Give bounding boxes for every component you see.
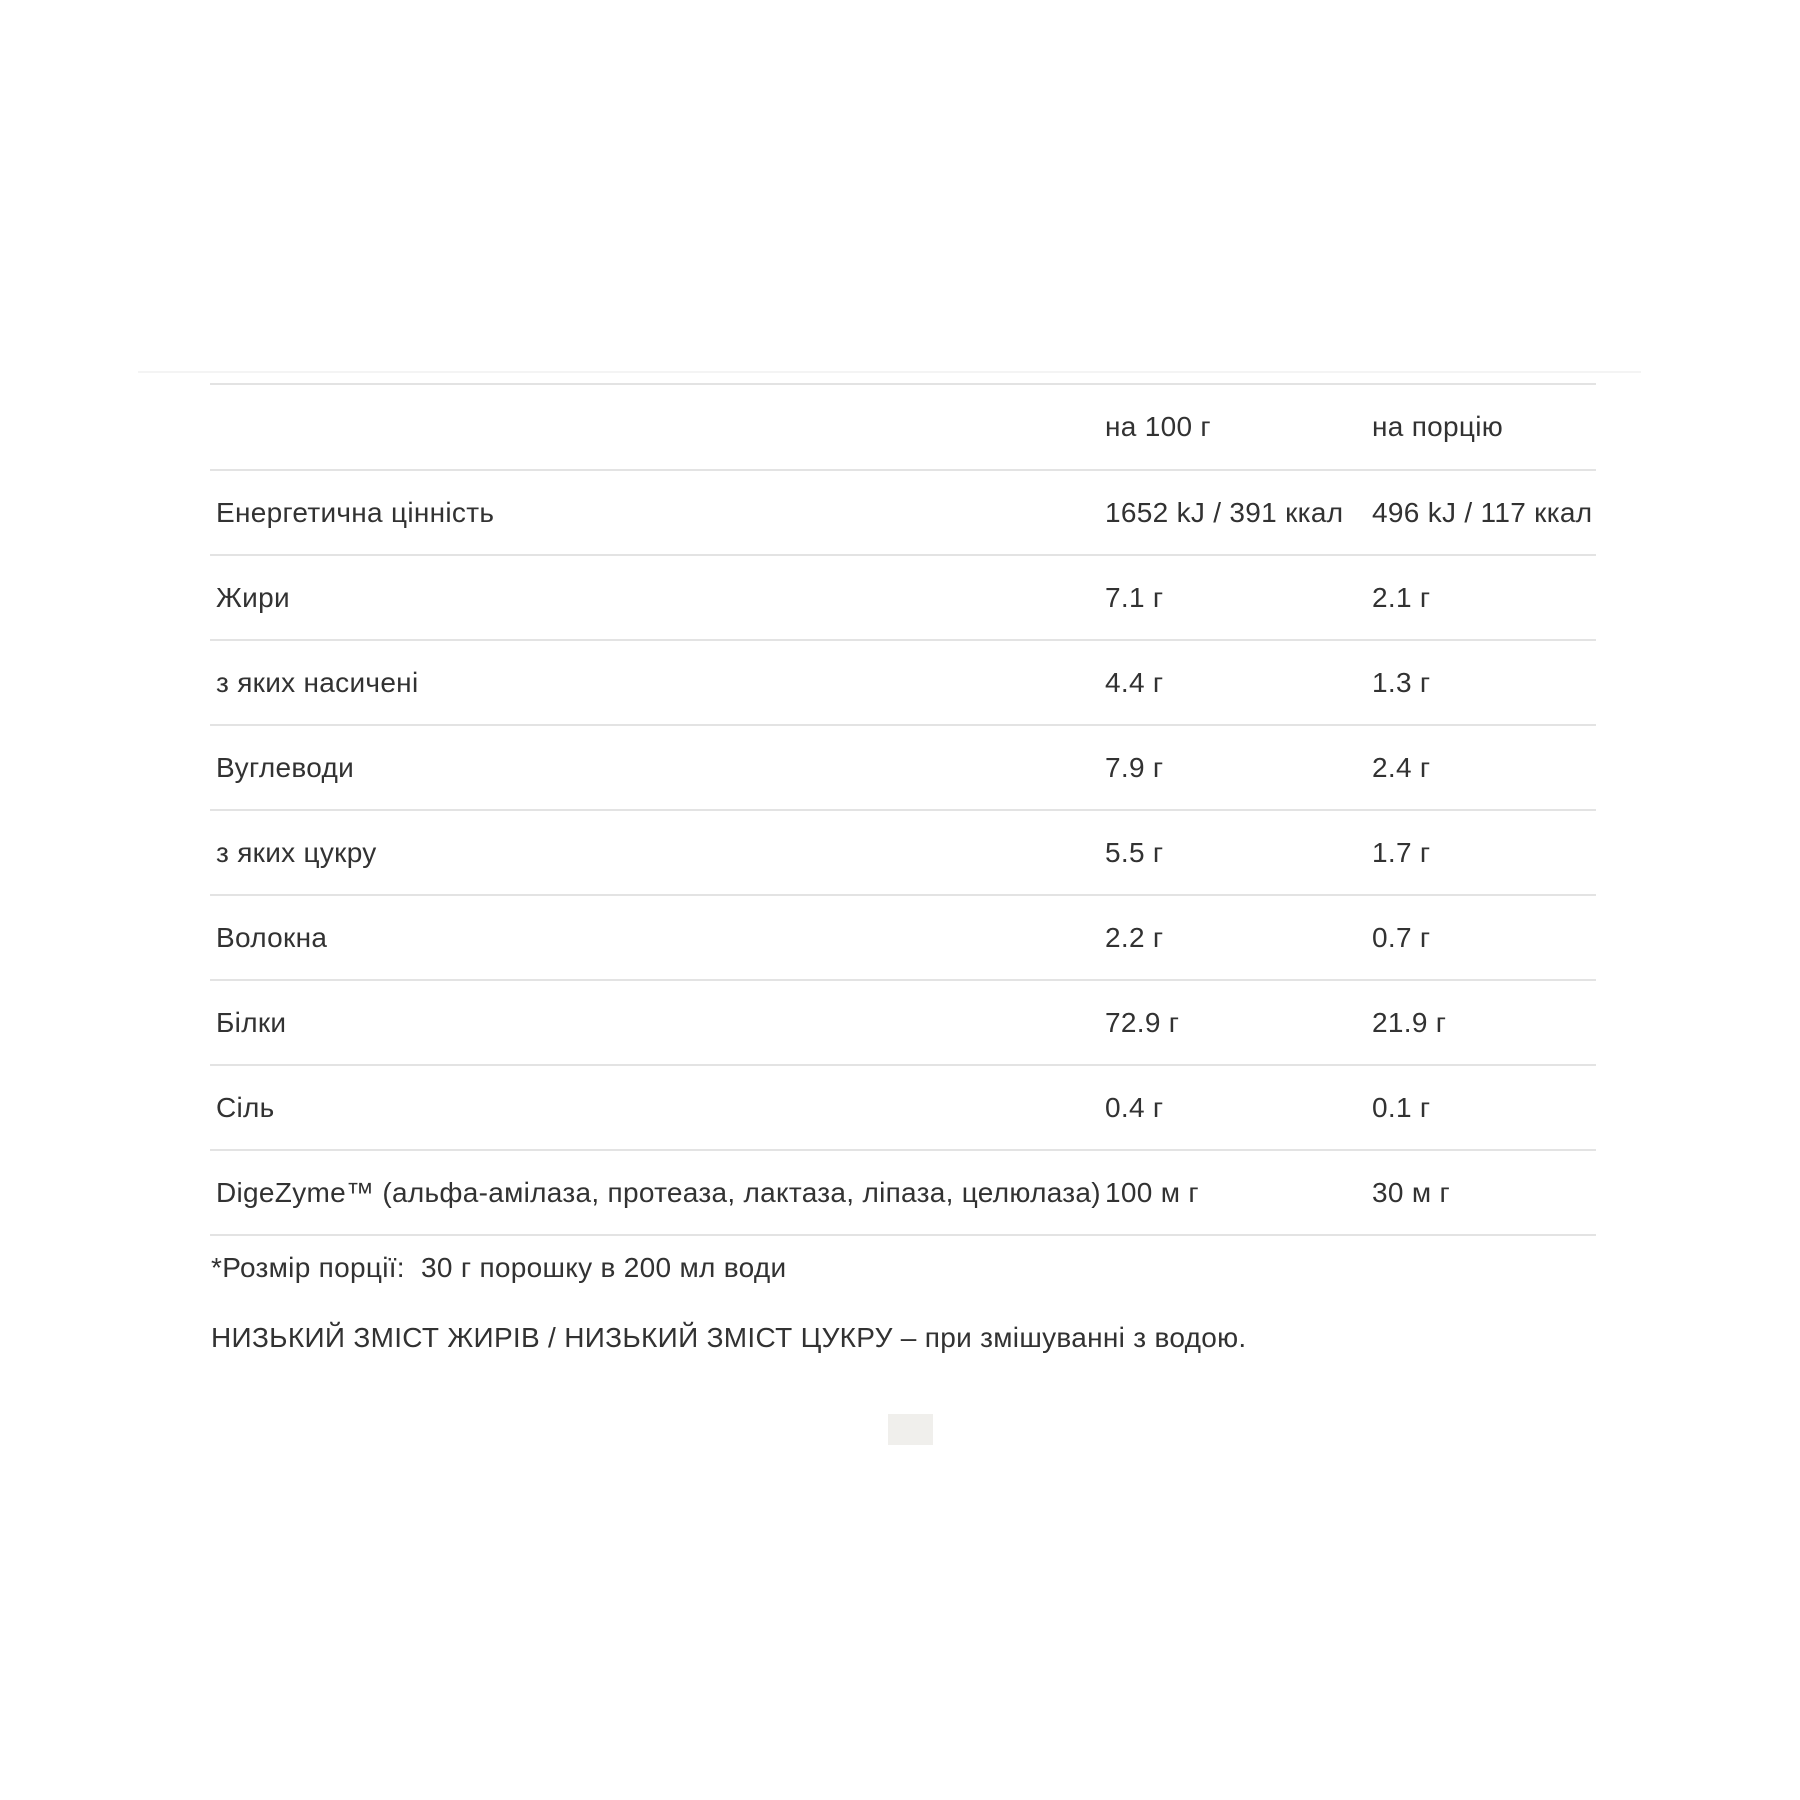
table-row-salt <box>210 1066 1596 1151</box>
nutrient-label: Вуглеводи <box>216 751 355 783</box>
nutrient-label: Сіль <box>216 1091 275 1123</box>
table-row-fat <box>210 556 1596 641</box>
nutrition-facts-table <box>210 383 1596 1236</box>
nutrient-label: Волокна <box>216 921 328 953</box>
table-row-energy <box>210 471 1596 556</box>
low-fat-low-sugar-claim: НИЗЬКИЙ ЗМІСТ ЖИРІВ / НИЗЬКИЙ ЗМІСТ ЦУКРУ – при змішуванні з водою. <box>211 1322 1247 1353</box>
value-per-serving: 2.1 г <box>1372 581 1431 613</box>
value-per-100g: 7.1 г <box>1105 581 1164 613</box>
value-per-serving: 21.9 г <box>1372 1006 1447 1038</box>
column-header-per-serving: на порцію <box>1372 411 1504 442</box>
table-row-digezyme <box>210 1151 1596 1236</box>
table-row-protein <box>210 981 1596 1066</box>
serving-size-note: *Розмір порції: 30 г порошку в 200 мл води <box>211 1252 787 1283</box>
value-per-serving: 2.4 г <box>1372 751 1431 783</box>
table-row-sugars <box>210 811 1596 896</box>
value-per-100g: 100 м г <box>1105 1176 1199 1208</box>
value-per-100g: 7.9 г <box>1105 751 1164 783</box>
value-per-serving: 496 kJ / 117 ккал <box>1372 496 1593 528</box>
nutrient-label: Жири <box>216 581 290 613</box>
value-per-100g: 5.5 г <box>1105 836 1164 868</box>
nutrient-label: з яких насичені <box>216 666 419 698</box>
nutrient-label: Енергетична цінність <box>216 496 495 528</box>
column-header-per-100g: на 100 г <box>1105 411 1211 442</box>
value-per-100g: 0.4 г <box>1105 1091 1164 1123</box>
table-row-fiber <box>210 896 1596 981</box>
value-per-100g: 4.4 г <box>1105 666 1164 698</box>
table-header-row <box>210 385 1596 471</box>
value-per-serving: 0.1 г <box>1372 1091 1431 1123</box>
table-row-carbohydrates <box>210 726 1596 811</box>
image-placeholder-square <box>888 1414 933 1445</box>
value-per-serving: 0.7 г <box>1372 921 1431 953</box>
value-per-serving: 30 м г <box>1372 1176 1450 1208</box>
value-per-serving: 1.7 г <box>1372 836 1431 868</box>
nutrient-label: Білки <box>216 1006 287 1038</box>
value-per-100g: 2.2 г <box>1105 921 1164 953</box>
value-per-100g: 1652 kJ / 391 ккал <box>1105 496 1344 528</box>
section-divider-line <box>138 371 1641 373</box>
nutrient-label: з яких цукру <box>216 836 377 868</box>
value-per-serving: 1.3 г <box>1372 666 1431 698</box>
value-per-100g: 72.9 г <box>1105 1006 1180 1038</box>
nutrient-label: DigeZyme™ (альфа-амілаза, протеаза, лактаза, ліпаза, целюлаза) <box>216 1176 1101 1208</box>
table-row-saturated-fat <box>210 641 1596 726</box>
